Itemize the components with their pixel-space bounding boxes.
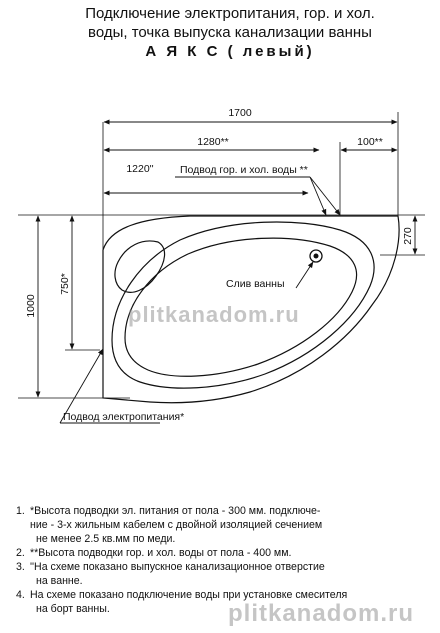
title-line-2: воды, точка выпуска канализации ванны <box>88 24 372 41</box>
drain-label: Слив ванны <box>226 278 285 290</box>
notes-list <box>16 504 431 616</box>
drain-icon <box>310 250 322 262</box>
note-1: 1. *Высота подводки эл. питания от пола - 300 мм. подключе- ние - 3-х жильным кабелем с двойной изоляцией сечением не менее 2.5 кв.мм по меди. <box>16 505 323 545</box>
watermark-bottom: plitkanadom.ru <box>228 600 415 627</box>
headrest <box>115 241 165 292</box>
title-line-3: А Я К С ( левый) <box>145 43 315 60</box>
leader-lines <box>60 177 340 423</box>
dim-text-100: 100** <box>357 136 383 148</box>
note-4: 4. На схеме показано подключение воды при установке смесителя на борт ванны. <box>16 589 348 615</box>
title-line-1: Подключение электропитания, гор. и хол. <box>85 5 375 22</box>
dim-text-750: 750* <box>59 273 71 295</box>
dim-text-1700: 1700 <box>228 107 252 119</box>
watermark-top: plitkanadom.ru <box>128 302 300 327</box>
dim-text-1280: 1280** <box>197 136 229 148</box>
extension-lines <box>18 112 425 398</box>
dim-text-270: 270 <box>402 227 414 245</box>
note-3: 3. ''На схеме показано выпускное канализационное отверстие на ванне. <box>16 561 325 587</box>
water-supply-label: Подвод гор. и хол. воды ** <box>180 164 308 176</box>
power-supply-label: Подвод электропитания* <box>63 411 185 423</box>
note-2: 2. **Высота подводки гор. и хол. воды от пола - 400 мм. <box>16 547 292 559</box>
drain-leader <box>296 262 313 288</box>
dim-text-1220: 1220'' <box>126 163 154 175</box>
dim-text-1000: 1000 <box>25 294 37 318</box>
